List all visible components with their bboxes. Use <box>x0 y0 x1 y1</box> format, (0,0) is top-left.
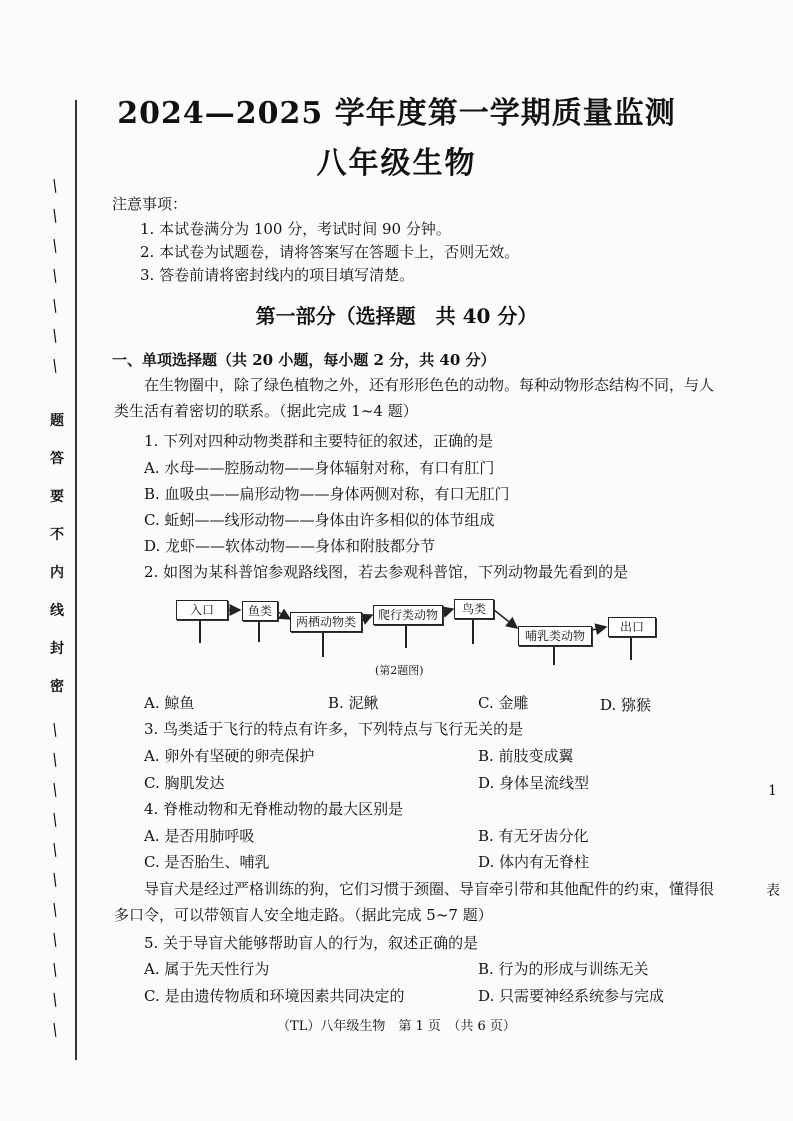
route-box-birds: 鸟类 <box>454 599 494 619</box>
q3-option-c: C. 胸肌发达 <box>144 774 225 792</box>
q1-option-c: C. 蚯蚓——线形动物——身体由许多相似的体节组成 <box>144 511 495 529</box>
notes-label: 注意事项： <box>112 195 188 213</box>
exam-title: 2024—2025 学年度第一学期质量监测 <box>117 96 676 131</box>
margin-slash: / <box>48 719 62 740</box>
route-box-amphibians: 两栖动物类 <box>290 612 362 632</box>
sign-post <box>199 621 201 643</box>
q3-option-d: D. 身体呈流线型 <box>478 774 590 792</box>
margin-slash: / <box>48 235 62 256</box>
q3-option-a: A. 卵外有坚硬的卵壳保护 <box>144 747 315 765</box>
intro-line: 类生活有着密切的联系。（据此完成 1~4 题） <box>114 402 418 420</box>
page-footer: （TL）八年级生物 第 1 页 （共 6 页） <box>277 1019 516 1034</box>
q5-option-c: C. 是由遗传物质和环境因素共同决定的 <box>144 987 405 1005</box>
q5-option-d: D. 只需要神经系统参与完成 <box>478 987 665 1005</box>
route-box-entrance: 入口 <box>176 600 228 620</box>
sign-post <box>630 638 632 660</box>
note-item: 3. 答卷前请将密封线内的项目填写清楚。 <box>140 266 415 284</box>
edge-mark: 表 <box>766 883 780 899</box>
q5-option-b: B. 行为的形成与训练无关 <box>478 960 649 978</box>
seal-char: 要 <box>50 489 64 505</box>
margin-slash: / <box>48 295 62 316</box>
margin-slash: / <box>48 265 62 286</box>
sign-post <box>405 626 407 648</box>
exam-subtitle: 八年级生物 <box>316 146 477 181</box>
margin-slash: / <box>48 809 62 830</box>
q2-option-a: A. 鲸鱼 <box>144 694 195 712</box>
sign-post <box>258 622 260 642</box>
margin-slash: / <box>48 959 62 980</box>
margin-slash: / <box>48 749 62 770</box>
passage-line: 多口令，可以带领盲人安全地走路。（据此完成 5~7 题） <box>114 906 493 924</box>
q4-option-a: A. 是否用肺呼吸 <box>144 827 255 845</box>
margin-slash: / <box>48 899 62 920</box>
sign-post <box>553 647 555 665</box>
margin-slash: / <box>48 205 62 226</box>
question-5-stem: 5. 关于导盲犬能够帮助盲人的行为，叙述正确的是 <box>144 934 479 952</box>
passage-line: 导盲犬是经过严格训练的狗，它们习惯于颈圈、导盲牵引带和其他配件的约束，懂得很 <box>144 880 715 898</box>
margin-slash: / <box>48 325 62 346</box>
question-4-stem: 4. 脊椎动物和无脊椎动物的最大区别是 <box>144 800 404 818</box>
seal-char: 答 <box>50 451 64 467</box>
seal-char: 封 <box>50 641 64 657</box>
edge-mark: 1 <box>768 783 777 799</box>
q4-option-d: D. 体内有无脊柱 <box>478 853 590 871</box>
seal-char: 不 <box>50 527 64 543</box>
q4-option-c: C. 是否胎生、哺乳 <box>144 853 270 871</box>
route-box-fish: 鱼类 <box>242 601 278 621</box>
margin-slash: / <box>48 839 62 860</box>
margin-slash: / <box>48 1019 62 1040</box>
question-2-stem: 2. 如图为某科普馆参观路线图，若去参观科普馆，下列动物最先看到的是 <box>144 563 629 581</box>
seal-char: 内 <box>50 565 64 581</box>
q4-option-b: B. 有无牙齿分化 <box>478 827 589 845</box>
q2-option-c: C. 金雕 <box>478 694 529 712</box>
margin-slash: / <box>48 175 62 196</box>
intro-line: 在生物圈中，除了绿色植物之外，还有形形色色的动物。每种动物形态结构不同，与人 <box>144 376 715 394</box>
margin-slash: / <box>48 989 62 1010</box>
seal-char: 密 <box>50 679 64 695</box>
margin-slash: / <box>48 869 62 890</box>
route-box-exit: 出口 <box>608 617 656 637</box>
sign-post <box>472 620 474 644</box>
margin-slash: / <box>48 929 62 950</box>
margin-slash: / <box>48 355 62 376</box>
figure-caption: (第2题图) <box>375 664 424 677</box>
q2-option-b: B. 泥鳅 <box>328 694 379 712</box>
margin-slash: / <box>48 779 62 800</box>
route-box-reptiles: 爬行类动物 <box>373 605 443 625</box>
question-1-stem: 1. 下列对四种动物类群和主要特征的叙述，正确的是 <box>144 432 494 450</box>
q1-option-d: D. 龙虾——软体动物——身体和附肢都分节 <box>144 537 436 555</box>
note-item: 1. 本试卷满分为 100 分，考试时间 90 分钟。 <box>140 220 451 238</box>
sign-post <box>322 633 324 657</box>
seal-char: 线 <box>50 603 64 619</box>
section-title: 第一部分（选择题 共 40 分） <box>255 304 538 328</box>
route-box-mammals: 哺乳类动物 <box>518 626 592 646</box>
note-item: 2. 本试卷为试题卷，请将答案写在答题卡上，否则无效。 <box>140 243 520 261</box>
seal-char: 题 <box>50 413 64 429</box>
q1-option-b: B. 血吸虫——扁形动物——身体两侧对称，有口无肛门 <box>144 485 510 503</box>
question-3-stem: 3. 鸟类适于飞行的特点有许多，下列特点与飞行无关的是 <box>144 720 524 738</box>
q3-option-b: B. 前肢变成翼 <box>478 747 574 765</box>
part1-heading: 一、单项选择题（共 20 小题，每小题 2 分，共 40 分） <box>112 351 496 369</box>
q1-option-a: A. 水母——腔肠动物——身体辐射对称，有口有肛门 <box>144 459 495 477</box>
q2-option-d: D. 猕猴 <box>600 696 652 714</box>
q5-option-a: A. 属于先天性行为 <box>144 960 270 978</box>
